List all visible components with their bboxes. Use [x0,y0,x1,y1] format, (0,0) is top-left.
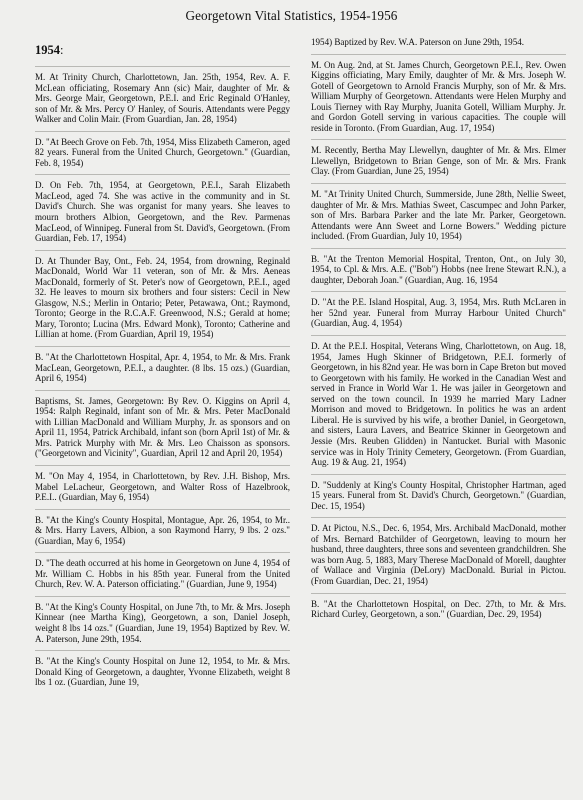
record-entry: 1954) Baptized by Rev. W.A. Paterson on June 29th, 1954. [311,37,524,47]
record-entry: D. "At Beech Grove on Feb. 7th, 1954, Miss Elizabeth Cameron, aged 82 years. Funeral from the United Church, Georgetown." (Guardian, Feb. 8, 1954) [35,136,290,168]
divider [35,250,290,251]
divider [35,509,290,510]
divider [311,335,566,336]
record-entry: B. "At the King's County Hospital, Montague, Apr. 26, 1954, to Mr.. & Mrs. Harry Lavers, Albion, a son Raymond Harry, 9 lbs. 2 ozs." (Guardian, May 6, 1954) [35,514,290,546]
divider [311,54,566,55]
divider [35,174,290,175]
right-column [311,37,566,626]
divider [311,183,566,184]
divider [35,650,290,651]
divider [35,390,290,391]
divider [35,131,290,132]
record-entry: M. "On May 4, 1954, in Charlottetown, by Rev. J.H. Bishop, Mrs. Mabel LeLacheur, Georgetown, and Walter Ross of Hazelbrook, P.E.I.. (Guardian, May 6, 1954) [35,470,290,503]
divider [311,139,566,140]
record-entry: B. "At the Trenton Memorial Hospital, Trenton, Ont., on July 30, 1954, to Cpl. & Mrs. A.E. ("Bob") Hobbs (nee Irene Stewart R.N.), a daughter, Deborah Joan." (Guardian, Aug. 16, 1954 [311,253,566,285]
divider [35,465,290,466]
record-entry: D. "At the P.E. Island Hospital, Aug. 3, 1954, Mrs. Ruth McLaren in her 52nd year. Funeral from Murray Harbour United Church" (Guardian, Aug. 4, 1954) [311,297,566,329]
page-title: Georgetown Vital Statistics, 1954-1956 [185,8,398,23]
divider [35,596,290,597]
divider [311,291,566,292]
record-entry: D. On Feb. 7th, 1954, at Georgetown, P.E.I., Sarah Elizabeth MacLeod, aged 74. She was active in the community and in St. David's Church. She was organist for many years. She leaves to mourn brothers Albion, Georgetown, and the Rev. Parmenas MacLeod, of Winnipeg. Funeral from St. David's, Georgetown. (From Guardian, Feb. 17, 1954) [35,180,290,244]
divider [35,66,290,67]
divider [311,248,566,249]
record-entry: B. "At the Charlottetown Hospital, Apr. 4, 1954, to Mr. & Mrs. Frank MacLean, Georgetown, P.E.I., a daughter. (8 lbs. 15 ozs.) (Guardian, April 6, 1954) [35,352,290,384]
record-entry: D. "The death occurred at his home in Georgetown on June 4, 1954 of Mr. William C. Hobbs in his 85th year. Funeral from the United Church, Rev. W. A. Paterson officiating." (Guardian, June 9, 1954) [35,558,290,590]
record-entry: B. "At the King's County Hospital, on June 7th, to Mr. & Mrs. Joseph Kinnear (nee Martha King), Georgetown, a son, Daniel Joseph, weight 8 lbs 14 ozs." (Guardian, June 19, 1954) Baptized by Rev. W. A. Paterson, June 29th, 1954. [35,601,290,644]
year-heading-colon: : [60,43,64,57]
record-entry: D. At Thunder Bay, Ont., Feb. 24, 1954, from drowning, Reginald MacDonald, World War 11 veteran, son of Mr. & Mrs. Aeneas MacDonald, formerly of St. Peter's now of Georgetown, P.E.I., aged 32. He leaves to mourn six brothers and four sisters: Cecil in New Glasgow, N.S.; Merlin in Ontario; Peter, Petawawa, Ont.; Raymond, Toronto; George in the R.C.A.F. Greenwood, N.S.; Gerald at home; Mary, Toronto; Lucina (Mrs. Edward Monk), Toronto; Catherine and Lillian at home. (From Guardian, April 19, 1954) [35,255,290,340]
record-entry: D. "Suddenly at King's County Hospital, Christopher Hartman, aged 15 years. Funeral from St. David's Church, Georgetown." (Guardian, Dec. 15, 1954) [311,479,566,511]
record-entry: M. On Aug. 2nd, at St. James Church, Georgetown P.E.I., Rev. Owen Kiggins officiating, Mary Emily, daughter of Mr. & Mrs. Joseph W. Gotell of Georgetown to Arnold Francis Murphy, son of Mr. & Mrs. William Murphy of Georgetown. Attendants were Helen Murphy and Louis Tierney with Ray Murphy, Juanita Gotell, William Murphy. Jr. and Gordon Gotell serving in various capacities. The couple will reside in Toronto. (From Guardian, Aug. 17, 1954) [311,59,566,133]
record-entry: M. "At Trinity United Church, Summerside, June 28th, Nellie Sweet, daughter of Mr. & Mrs. Mathias Sweet, Cascumpec and John Parker, son of Mrs. Barbara Parker and the late Mr. Parker, Georgetown. Attendants were Ann Sweet and Lorne Bowers." Wedding picture included. (From Guardian, July 10, 1954) [311,189,566,242]
record-entry: D. At Pictou, N.S., Dec. 6, 1954, Mrs. Archibald MacDonald, mother of Mrs. Bernard Batchilder of Georgetown, leaving to mourn her husband, three daughters, three sons and seventeen grandchildren. She was born Aug. 5, 1883, Mary Therese MacDonald of Morell, daughter of Wallace and Virginia (DeLory) MacDonald. Burial in Pictou. (From Guardian, Dec. 21, 1954) [311,523,566,586]
record-entry: B. "At the King's County Hospital on June 12, 1954, to Mr. & Mrs. Donald King of Georgetown, a daughter, Yvonne Elizabeth, weight 8 lbs 1 oz. (Guardian, June 19, [35,656,290,688]
divider [35,346,290,347]
divider [311,593,566,594]
divider [35,552,290,553]
divider [311,517,566,518]
record-entry: M. At Trinity Church, Charlottetown, Jan. 25th, 1954, Rev. A. F. McLean officiating, Rosemary Ann (sic) Mair, daughter of Mr. & Mrs. George Mair, Georgetown, P.E.I. and Eric Reginald O'Hanley, son of Mr. & Mrs. Percy O' Hanley, of Souris. Attendants were Peggy Walker and Colin Mair. (From Guardian, Jan. 28, 1954) [35,72,290,125]
year-heading [35,43,290,58]
year-heading-text: 1954 [35,43,60,57]
left-column [35,35,290,694]
record-entry: D. At the P.E.I. Hospital, Veterans Wing, Charlottetown, on Aug. 18, 1954, James Hugh Skinner of Bridgetown, P.E.I. formerly of Georgetown, in his 82nd year. He was born in Cape Breton but moved to Georgetown with his family. He worked in the Canadian West and served in France in World War 1. He was jailer in Georgetown and served on the town council. In 1939 he married Mary Ladner Morrison and moved to Bridgetown. In politics he was an ardent Liberal. He is survived by his wife, a brother Daniel, in Georgetown, and sisters, Laura Lavers, and Beatrice Skinner in Georgetown and Jessie (Mrs. Reuben Glidden) in Nantucket. Burial with Masonic service was in Holy Trinity Cemetery, Georgetown. (From Guardian, Aug. 19 & Aug. 21, 1954) [311,341,566,468]
record-entry: M. Recently, Bertha May Llewellyn, daughter of Mr. & Mrs. Elmer Llewellyn, Bridgetown to Brian Genge, son of Mr. & Mrs. Frank Clay. (From Guardian, June 25, 1954) [311,145,566,177]
record-entry: B. "At the Charlottetown Hospital, on Dec. 27th, to Mr. & Mrs. Richard Curley, Georgetown, a son." (Guardian, Dec. 29, 1954) [311,598,566,620]
divider [311,474,566,475]
record-entry: Baptisms, St. James, Georgetown: By Rev. O. Kiggins on April 4, 1954: Ralph Reginald, infant son of Mr. & Mrs. Peter MacDonald with Lillian MacDonald and William Murphy, Jr. as sponsors and on April 11, 1954, Patrick Archibald, infant son (born April 1st) of Mr. & Mrs. Patrick Murphy with Mr. & Mrs. Leo Chaisson as sponsors. ("Georgetown and Vicinity", Guardian, April 12 and April 20, 1954) [35,395,290,459]
